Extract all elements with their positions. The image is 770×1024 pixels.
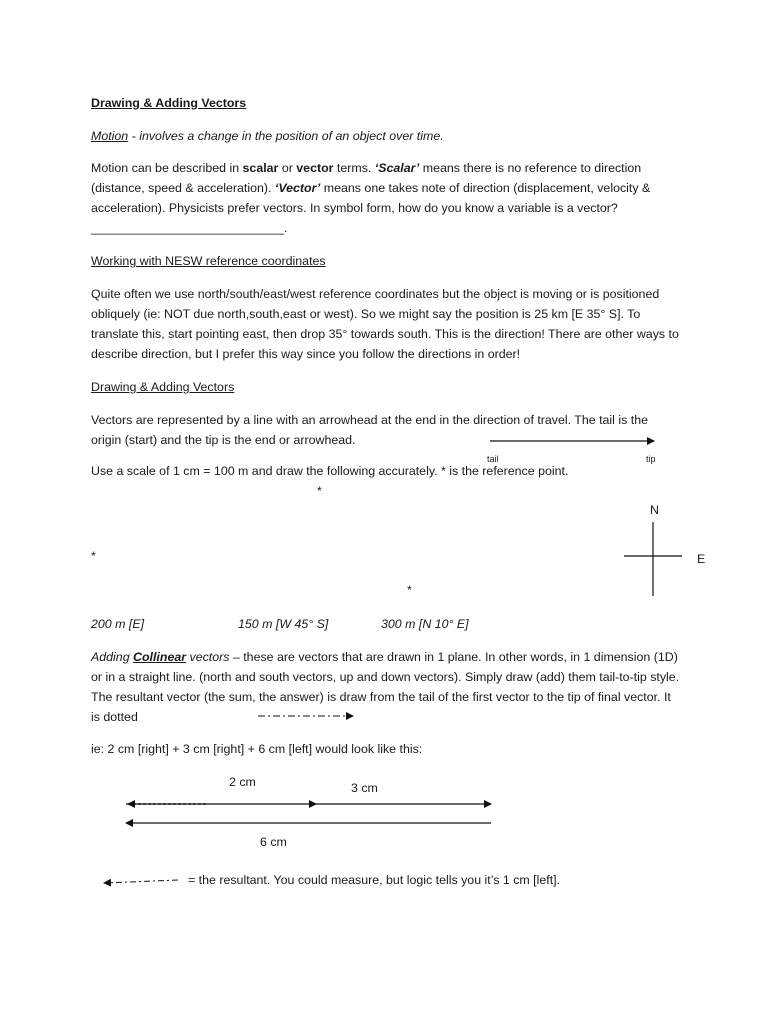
collinear-text-3: – these are vectors that are drawn in 1 plane. In other words, in 1 dimension (1D) or in a straight line. (north and south vectors, up and down vectors). Simply draw (add) them tail-to-tip style. The resultant vector (the sum, the answer) is draw from the tail of the first vector to the tip of final vector. It is dotted [91, 650, 680, 724]
example-text: ie: 2 cm [right] + 3 cm [right] + 6 cm [left] would look like this: [91, 742, 423, 756]
label-2cm: 2 cm [229, 775, 256, 789]
vector-1: 200 m [E] [91, 617, 145, 631]
collinear-word: Collinear [133, 650, 187, 664]
nesw-paragraph: Quite often we use north/south/east/west reference coordinates but the object is moving or is positioned obliquely (ie: NOT due north,south,east or west). So we might say the position is 25 km [E 35° S]. To translate this, start pointing east, then drop 35° towards south. This is the direction! There are other ways to describe direction, but I prefer this way since you follow the directions in order! [91, 287, 679, 361]
compass-north-label: N [650, 503, 659, 517]
scale-instruction: Use a scale of 1 cm = 100 m and draw the following accurately. * is the reference point. [91, 464, 569, 478]
collinear-text-2: vectors [186, 650, 230, 664]
label-3cm: 3 cm [351, 781, 378, 795]
collinear-text-1: Adding [91, 650, 134, 664]
nesw-heading: Working with NESW reference coordinates [91, 254, 326, 268]
scalar-word: scalar [242, 161, 279, 175]
para1-text-4: means there is no reference to direction (distance, speed & acceleration). [91, 161, 642, 195]
vector-representation-paragraph: Vectors are represented by a line with an arrowhead at the end in the direction of travel. The tail is the origin (start) and the tip is the end or arrowhead. [91, 413, 648, 447]
page-title: Drawing & Adding Vectors [91, 96, 247, 110]
drawing-heading: Drawing & Adding Vectors [91, 380, 235, 394]
motion-term: Motion [91, 129, 129, 143]
para1-text-1: Motion can be described in [91, 161, 243, 175]
scalar-quoted: ‘Scalar’ [374, 161, 420, 175]
reference-point-1: * [317, 484, 322, 498]
para1-text-2: or [278, 161, 297, 175]
compass-east-label: E [697, 552, 706, 566]
para1-text-3: terms. [333, 161, 375, 175]
reference-point-2: * [91, 549, 96, 563]
para1-text-5: means one takes note of direction (displacement, velocity & acceleration). Physicists prefer vectors. In symbol form, how do you know a variable is a vector? [91, 181, 651, 215]
vector-word: vector [296, 161, 334, 175]
tip-label: tip [646, 454, 656, 464]
resultant-text: = the resultant. You could measure, but logic tells you it’s 1 cm [left]. [188, 873, 561, 887]
tail-label: tail [487, 454, 499, 464]
vector-3: 300 m [N 10° E] [381, 617, 469, 631]
reference-point-3: * [407, 583, 412, 597]
motion-definition-text: - involves a change in the position of an object over time. [128, 129, 444, 143]
answer-blank: ____________________________. [91, 221, 288, 235]
vector-2: 150 m [W 45° S] [238, 617, 329, 631]
resultant-legend-arrow [104, 880, 178, 883]
vector-quoted: ‘Vector’ [274, 181, 321, 195]
compass-icon [624, 522, 682, 596]
label-6cm: 6 cm [260, 835, 287, 849]
